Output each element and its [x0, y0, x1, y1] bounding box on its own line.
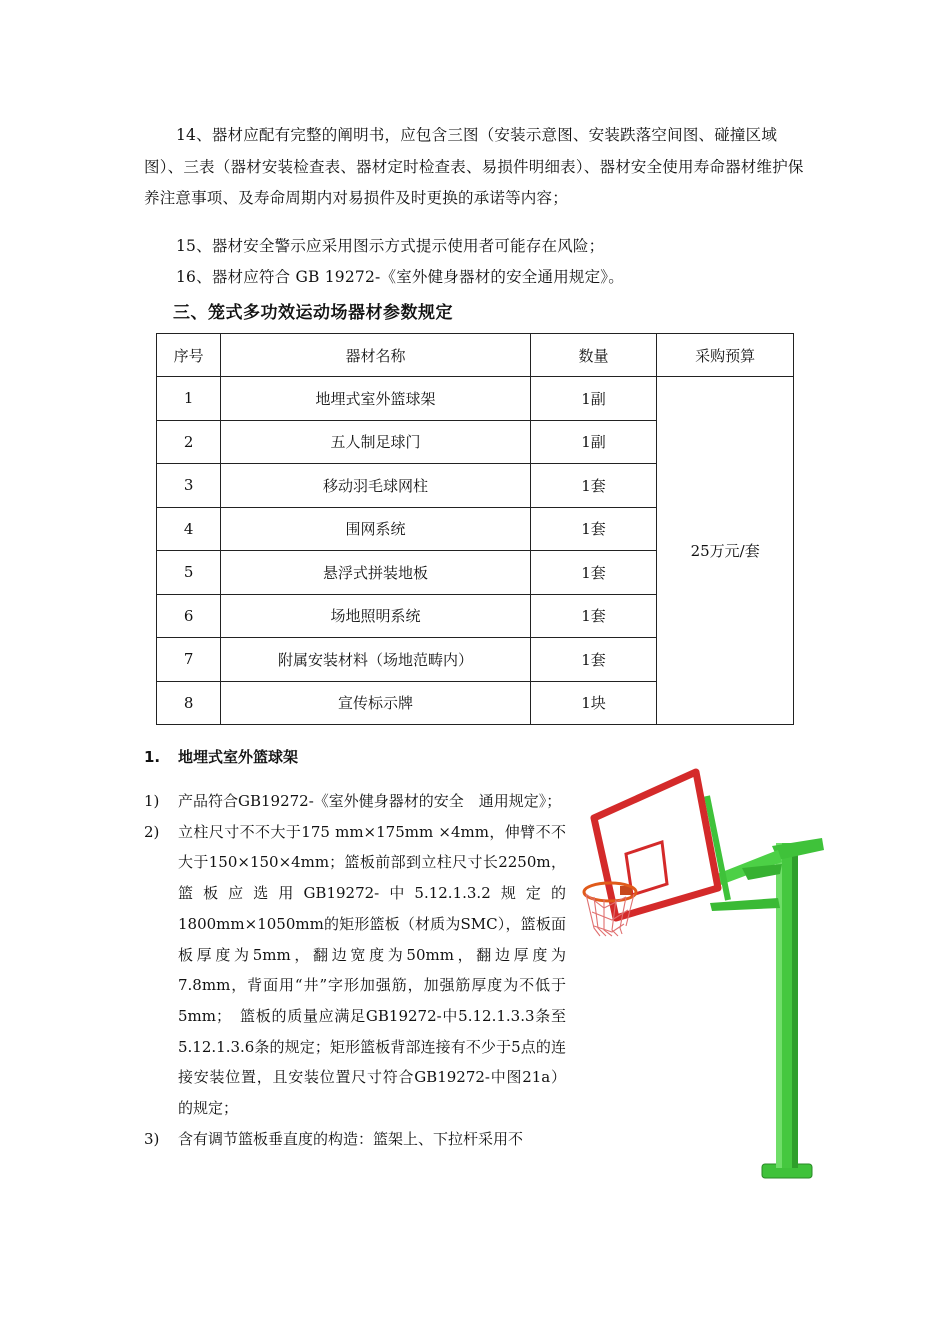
list-item-text: 产品符合GB19272-《室外健身器材的安全 通用规定》； [178, 792, 562, 810]
header-cell-no: 序号 [157, 334, 221, 377]
subsection-title: 地埋式室外篮球架 [178, 748, 299, 766]
header-cell-budget: 采购预算 [657, 334, 794, 377]
spec-list [144, 786, 566, 1154]
lower-arm [710, 898, 780, 911]
basketball-hoop-illustration [582, 768, 832, 1188]
cell-no: 6 [157, 594, 221, 638]
paragraph-item-15: 15、器材安全警示应采用图示方式提示使用者可能存在风险； [176, 237, 605, 255]
paragraph-item-14: 14、器材应配有完整的阐明书，应包含三图（安装示意图、安装跌落空间图、碰撞区域图）、三表（器材安装检查表、器材定时检查表、易损件明细表）、器材安全使用寿命器材维护保养注意事项、及寿命周期内对易损件及时更换的承诺等内容； [144, 126, 804, 207]
header-cell-qty: 数量 [530, 334, 657, 377]
cell-qty: 1套 [530, 638, 657, 682]
cell-qty: 1副 [530, 420, 657, 464]
section-heading: 三、笼式多功效运动场器材参数规定 [173, 303, 453, 323]
cell-qty: 1块 [530, 681, 657, 725]
pole-shade [792, 843, 798, 1168]
cell-name: 围网系统 [221, 507, 530, 551]
cell-name: 五人制足球门 [221, 420, 530, 464]
list-marker: 2) [144, 822, 160, 841]
list-marker: 3) [144, 1129, 160, 1148]
list-item-text: 立柱尺寸不不大于175 mm×175mm ×4mm，伸臂不不大于150×150×4mm；篮板前部到立柱尺寸长2250m，篮板应选用GB19272-中5.12.1.3.2规定的1800mm×1050mm的矩形篮板（材质为SMC），篮板面板厚度为5mm，翻边宽度为50mm，翻边厚度为7.8mm，背面用“井”字形加强筋，加强筋厚度为不低于5mm； 篮板的质量应满足GB19272-中5.12.1.3.3条至5.12.1.3.6条的规定；矩形篮板背部连接有不少于5点的连接安装位置，且安装位置尺寸符合GB19272-中图21a）的规定； [178, 822, 566, 1118]
cell-name: 悬浮式拼装地板 [221, 551, 530, 595]
cell-name: 场地照明系统 [221, 594, 530, 638]
list-item [144, 1124, 566, 1155]
cell-name: 移动羽毛球网柱 [221, 464, 530, 508]
list-marker: 1) [144, 792, 160, 810]
cell-budget: 25万元/套 [657, 377, 794, 725]
cell-no: 8 [157, 681, 221, 725]
cell-qty: 1套 [530, 464, 657, 508]
paragraph-item-16: 16、器材应符合 GB 19272-《室外健身器材的安全通用规定》。 [176, 268, 624, 286]
cell-qty: 1套 [530, 507, 657, 551]
list-item [144, 817, 566, 1124]
cell-qty: 1副 [530, 377, 657, 421]
table-header-row [157, 334, 794, 377]
subsection-number: 1. [144, 748, 161, 766]
pole-highlight [776, 843, 782, 1168]
cell-name: 附属安装材料（场地范畴内） [221, 638, 530, 682]
cell-qty: 1套 [530, 594, 657, 638]
list-item [144, 786, 566, 817]
cell-name: 宣传标示牌 [221, 681, 530, 725]
cell-no: 2 [157, 420, 221, 464]
list-item-text: 含有调节篮板垂直度的构造：篮架上、下拉杆采用不 [178, 1129, 524, 1148]
cell-no: 1 [157, 377, 221, 421]
subsection-heading [144, 746, 298, 767]
cell-no: 4 [157, 507, 221, 551]
header-cell-name: 器材名称 [221, 334, 530, 377]
cell-no: 3 [157, 464, 221, 508]
cell-qty: 1套 [530, 551, 657, 595]
cell-no: 7 [157, 638, 221, 682]
cell-name: 地埋式室外篮球架 [221, 377, 530, 421]
table-row [157, 377, 794, 421]
cell-no: 5 [157, 551, 221, 595]
equipment-table [156, 333, 794, 725]
